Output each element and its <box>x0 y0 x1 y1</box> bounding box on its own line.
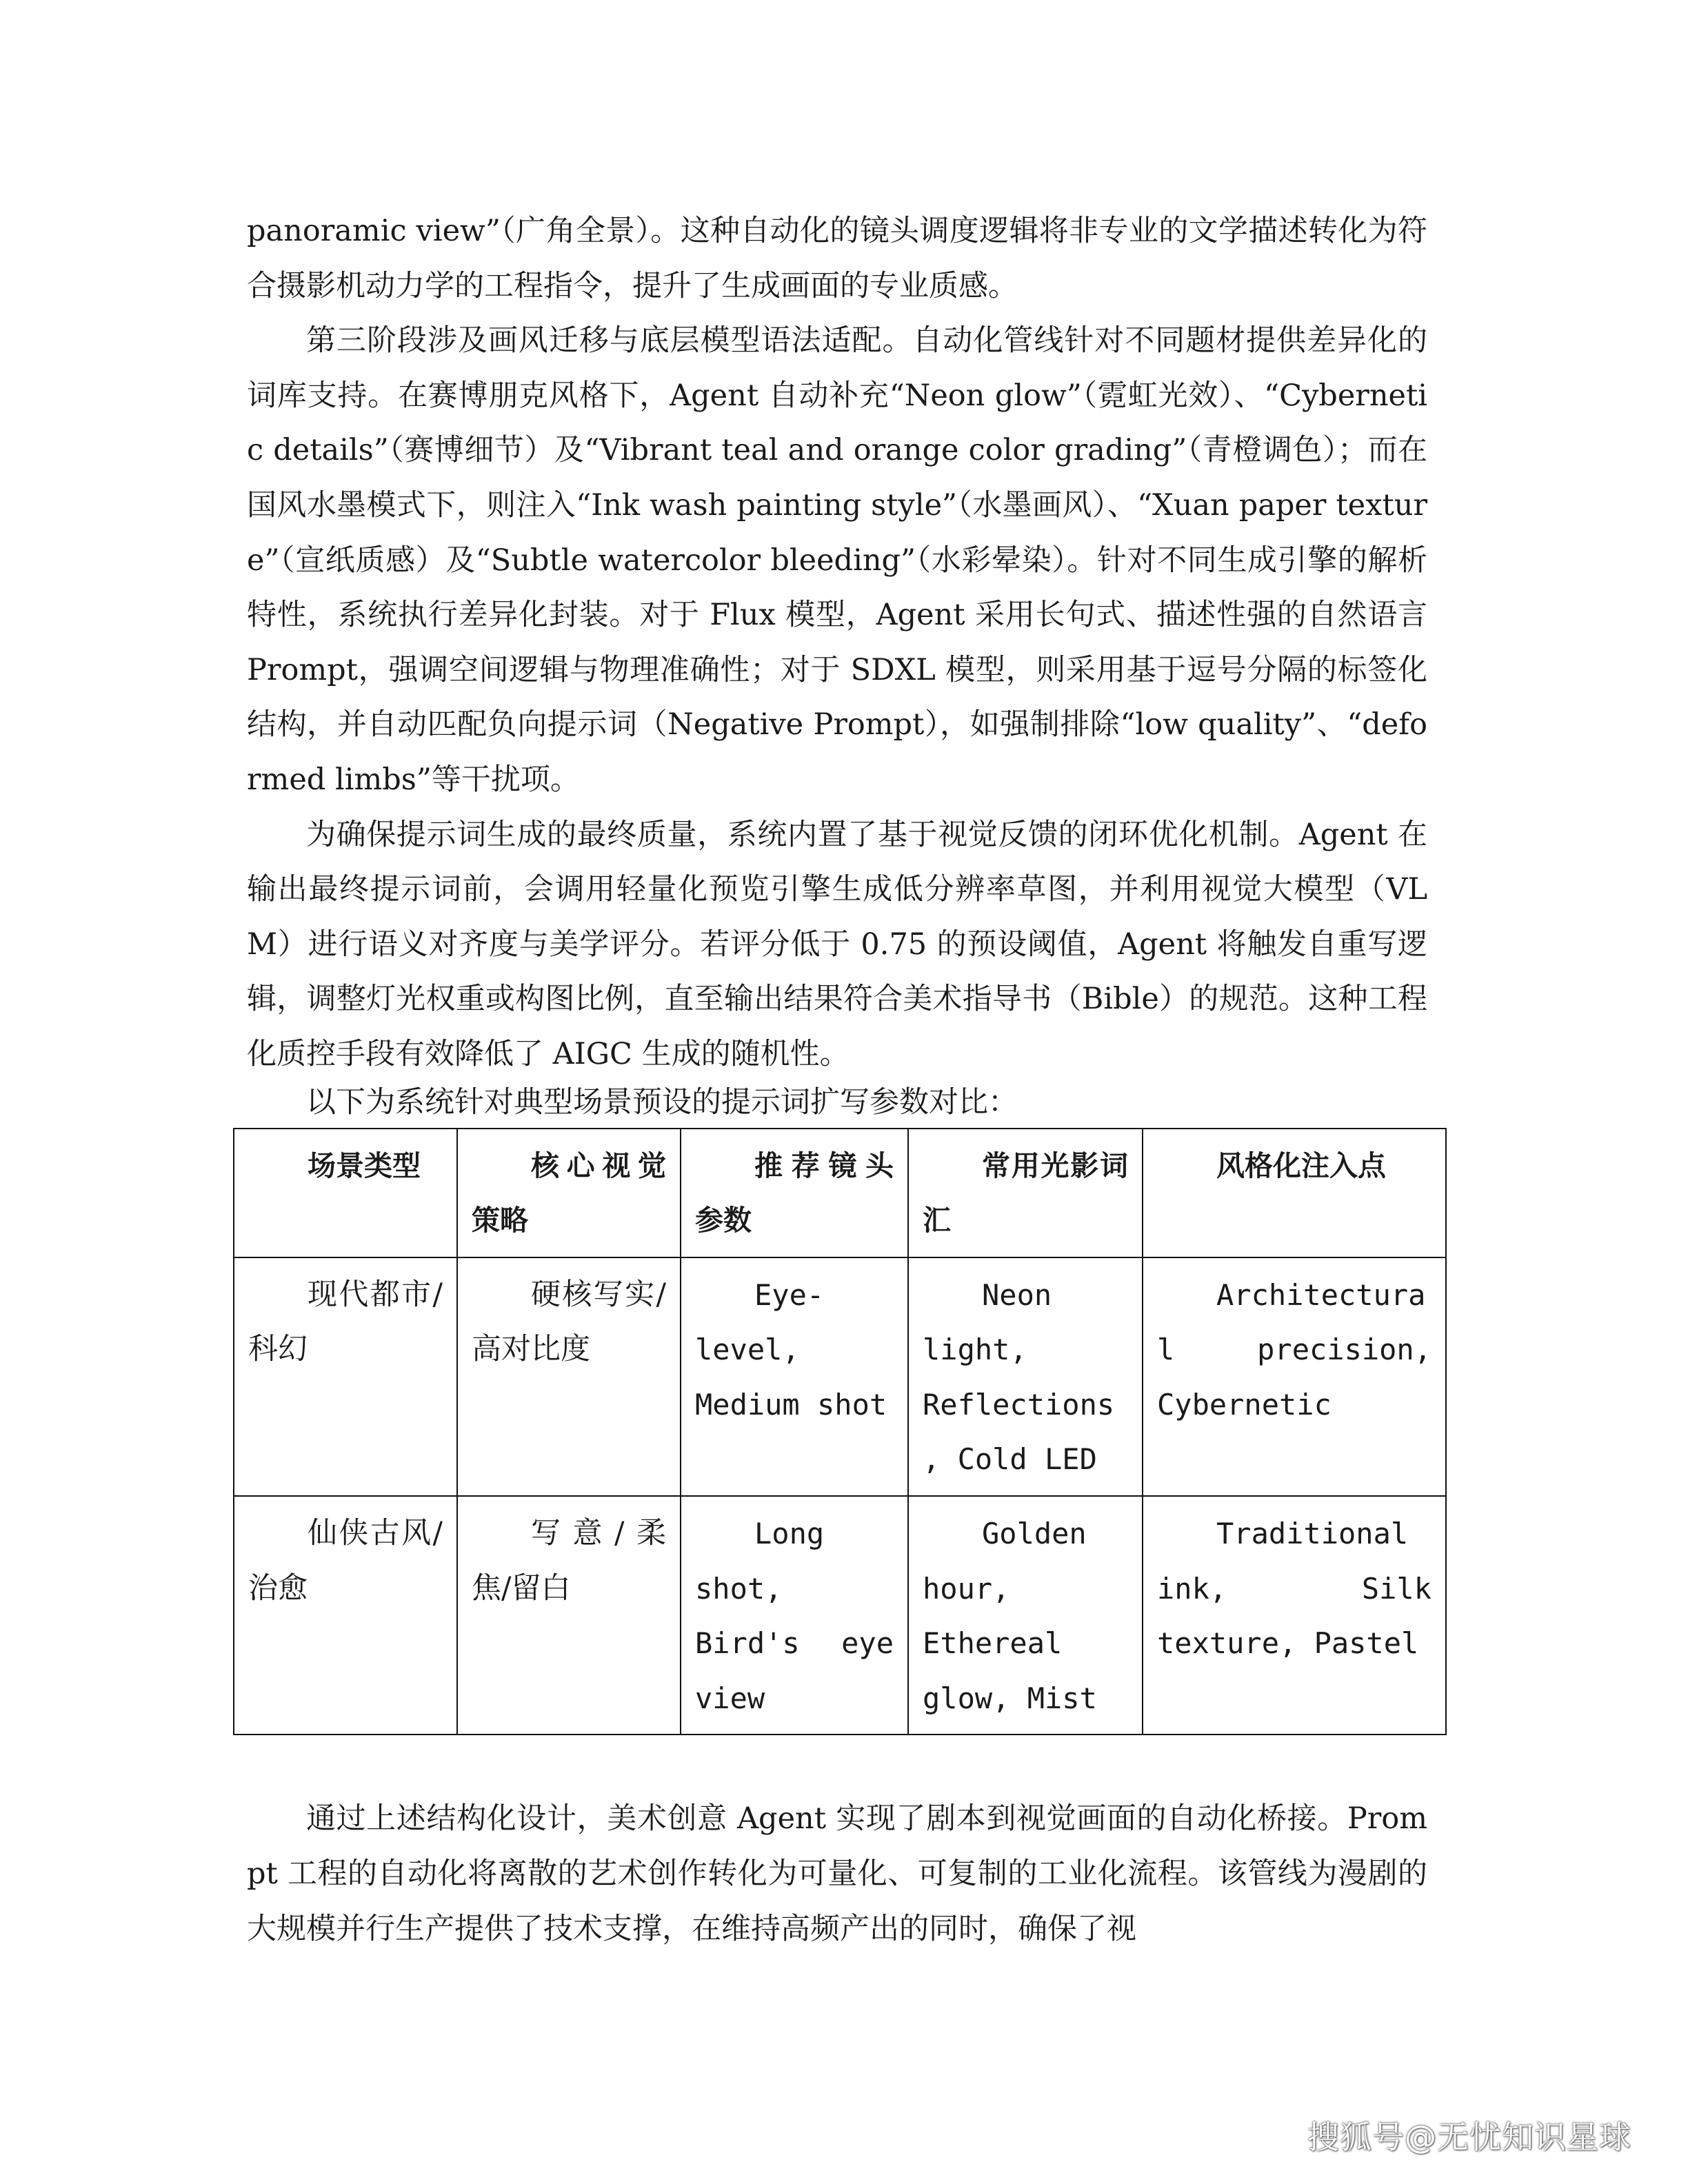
table-cell: Golden hour, Ethereal glow, Mist <box>908 1496 1143 1735</box>
document-page <box>247 204 1431 1957</box>
table-row <box>234 1257 1446 1496</box>
table-cell: 仙侠古风/治愈 <box>234 1496 457 1735</box>
prompt-params-table <box>233 1128 1447 1736</box>
header-camera-params: 推荐镜头参数 <box>681 1129 908 1257</box>
table-header-row <box>234 1129 1446 1257</box>
header-lighting-terms: 常用光影词汇 <box>908 1129 1143 1257</box>
watermark-text: 搜狐号@无忧知识星球 <box>1307 2119 1631 2156</box>
table-cell: 写意/柔焦/留白 <box>457 1496 681 1735</box>
table-row <box>234 1496 1446 1735</box>
table-cell: 现代都市/科幻 <box>234 1257 457 1496</box>
table-cell: Architectural precision, Cybernetic <box>1143 1257 1446 1496</box>
paragraph-4: 通过上述结构化设计，美术创意 Agent 实现了剧本到视觉画面的自动化桥接。Prompt 工程的自动化将离散的艺术创作转化为可量化、可复制的工业化流程。该管线为漫剧的大规模并行生产提供了技术支撑，在维持高频产出的同时，确保了视 <box>247 1801 1427 1946</box>
paragraph-2: 第三阶段涉及画风迁移与底层模型语法适配。自动化管线针对不同题材提供差异化的词库支持。在赛博朋克风格下，Agent 自动补充“Neon glow”（霓虹光效）、“Cybernetic details”（赛博细节）及“Vibrant teal and orange color grading”（青橙调色）；而在国风水墨模式下，则注入“Ink wash painting style”（水墨画风）、“Xuan paper texture”（宣纸质感）及“Subtle watercolor bleeding”（水彩晕染）。针对不同生成引擎的解析特性，系统执行差异化封装。对于 Flux 模型，Agent 采用长句式、描述性强的自然语言 Prompt，强调空间逻辑与物理准确性；对于 SDXL 模型，则采用基于逗号分隔的标签化结构，并自动匹配负向提示词（Negative Prompt），如强制排除“low quality”、“deformed limbs”等干扰项。 <box>247 323 1427 797</box>
table-cell: Long shot, Bird's eye view <box>681 1496 908 1735</box>
table-cell: Neon light, Reflections, Cold LED <box>908 1257 1143 1496</box>
table-caption: 以下为系统针对典型场景预设的提示词扩写参数对比： <box>306 1084 1018 1120</box>
table-cell: 硬核写实/高对比度 <box>457 1257 681 1496</box>
header-visual-strategy: 核心视觉策略 <box>457 1129 681 1257</box>
table-cell: Eye-level, Medium shot <box>681 1257 908 1496</box>
table-cell: Traditional ink, Silk texture, Pastel <box>1143 1496 1446 1735</box>
paragraph-1: panoramic view”（广角全景）。这种自动化的镜头调度逻辑将非专业的文学描述转化为符合摄影机动力学的工程指令，提升了生成画面的专业质感。 <box>247 214 1427 303</box>
header-scene-type: 场景类型 <box>234 1129 457 1257</box>
header-style-injection: 风格化注入点 <box>1143 1129 1446 1257</box>
paragraph-3: 为确保提示词生成的最终质量，系统内置了基于视觉反馈的闭环优化机制。Agent 在输出最终提示词前，会调用轻量化预览引擎生成低分辨率草图，并利用视觉大模型（VLM）进行语义对齐度与美学评分。若评分低于 0.75 的预设阈值，Agent 将触发自重写逻辑，调整灯光权重或构图比例，直至输出结果符合美术指导书（Bible）的规范。这种工程化质控手段有效降低了 AIGC 生成的随机性。 <box>247 817 1427 1071</box>
